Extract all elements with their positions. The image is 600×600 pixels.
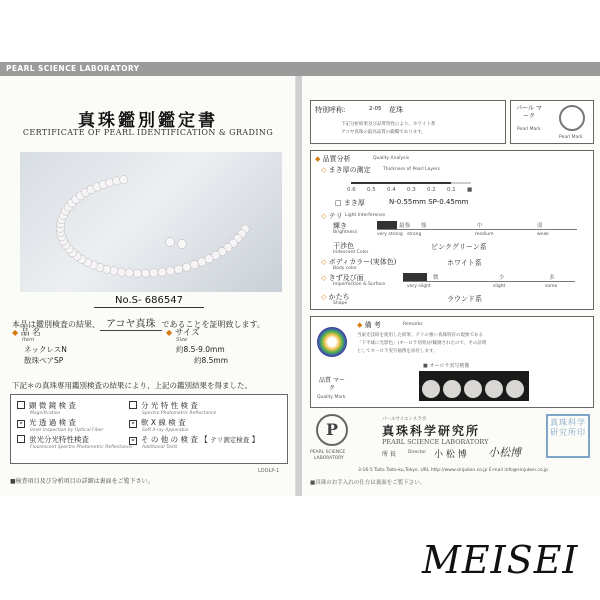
- thickness-label: ◇ まき厚の測定: [321, 166, 371, 174]
- diamond-bullet-icon: ◆: [12, 328, 19, 337]
- pearl-mark-label: パール マーク: [516, 105, 542, 120]
- pearl: [141, 269, 149, 277]
- shape-label: ◇ かたち: [321, 293, 350, 301]
- remarks-title-en: Remarks: [403, 322, 423, 327]
- grade-en: slight: [493, 284, 506, 289]
- inspection-item: 顕 微 鏡 検 査 Magnification: [17, 400, 76, 416]
- form-code: LDOLP-1: [258, 468, 280, 474]
- item-name-2: 散珠ペアSP: [24, 356, 64, 365]
- inspection-item: 分 光 特 性 検 査 Spectro Photometric Reflectance: [129, 400, 216, 416]
- thickness-label-en: Thickness of Pearl Layers: [383, 167, 440, 172]
- diamond-bullet-icon: ◆: [166, 328, 173, 337]
- lab-furigana: パールサイエンスラボ: [382, 417, 427, 422]
- item-size-1: 約8.5-9.0mm: [176, 345, 225, 354]
- body-color-label-en: Body color: [333, 266, 357, 271]
- checkbox-icon: *: [17, 420, 25, 428]
- pearl: [198, 258, 206, 266]
- type-code: 2-05: [369, 106, 382, 112]
- pearl: [174, 265, 182, 273]
- checkbox-icon: [129, 401, 137, 409]
- pearl-mark-en: Pearl Mark: [517, 127, 541, 132]
- flaw-label-en: Imperfection & Surface: [333, 282, 386, 287]
- pearl: [150, 269, 158, 277]
- remarks-box: [310, 316, 594, 408]
- grade-en: very slight: [407, 284, 431, 289]
- loose-pearl: [178, 240, 187, 249]
- aurora-pearl: [422, 380, 440, 398]
- certificate-title-en: CERTIFICATE OF PEARL IDENTIFICATION & GRADING: [22, 128, 274, 137]
- director-label-en: Director: [408, 450, 427, 455]
- psl-logo-icon: P: [316, 414, 348, 446]
- type-value: 花珠: [389, 106, 403, 114]
- aurora-logo-icon: [317, 327, 347, 357]
- special-name-box: [310, 100, 506, 144]
- lab-stamp-icon: 真珠科学研究所印: [546, 414, 590, 458]
- brightness-label: 輝き: [333, 222, 347, 230]
- inspection-note: 下記＊の真珠専用鑑別検査の結果により、上記の鑑別結果を得ました。: [12, 381, 252, 390]
- left-footer-note: ■検査項目及び分析項目の詳細は裏面をご覧下さい。: [10, 478, 154, 485]
- luster-label-en: Light Interference: [345, 213, 386, 218]
- body-color-label: ◇ ボディカラー(実体色): [321, 258, 397, 266]
- thickness-value: N-0.55mm SP-0.45mm: [389, 198, 469, 206]
- inspection-item: * 軟 X 線 検 査 Soft X-ray Apparatus: [129, 417, 189, 433]
- pearl-necklace-photo: [20, 152, 282, 292]
- item-size-2: 約8.5mm: [194, 356, 229, 365]
- interference-label: 干渉色: [333, 242, 354, 250]
- right-footer-note: ■真珠のお手入れの仕方は裏面をご覧下さい。: [310, 480, 426, 486]
- lab-name-en: PEARL SCIENCE LABORATORY: [382, 438, 489, 446]
- lab-address: 3-16-5 Taito Taito-ku,Tokyo. URL http://www.sinjuken.co.jp E-mail info@sinjuken.co.jp: [358, 468, 549, 473]
- quality-title: ◆ 品質分析: [315, 155, 351, 163]
- interference-label-en: Iridescent Color: [333, 250, 369, 255]
- checkbox-icon: [17, 435, 25, 443]
- type-desc-1: 下記分析結果及び品質特性により、ホワイト系: [341, 122, 436, 127]
- interference-value: ピンクグリーン系: [431, 243, 487, 251]
- scale-label: 0.4: [387, 187, 396, 193]
- pearl: [158, 268, 166, 276]
- shape-value: ラウンド系: [447, 295, 482, 303]
- scale-label: 0.1: [447, 187, 456, 193]
- quality-mark-label: 品質 マーク: [319, 377, 345, 392]
- inspection-item: * 光 透 過 検 査 Inner Inspection by Optical Fiber: [17, 417, 103, 433]
- director-name: 小 松 博: [434, 450, 467, 460]
- quality-title-en: Quality Analysis: [373, 156, 410, 161]
- lab-badge-1: PEARL SCIENCE: [310, 450, 346, 455]
- checkbox-icon: [17, 401, 25, 409]
- pearl: [166, 267, 174, 275]
- director-label: 所 長: [382, 451, 396, 458]
- certificate-right-page: [302, 76, 600, 496]
- inspection-item: * そ の 他 の 検 査 【 テリ測定検査 】 Additional Tests: [129, 434, 259, 450]
- quality-mark-en: Quality Mark: [317, 395, 346, 400]
- lab-name-jp: 真珠科学研究所: [382, 424, 481, 438]
- flaw-label: ◇ きず及び面: [321, 274, 364, 282]
- aurora-pearl: [506, 380, 524, 398]
- scale-label: 0.5: [367, 187, 376, 193]
- pearl: [120, 176, 128, 184]
- brightness-label-en: Brightness: [333, 230, 357, 235]
- luster-fill: [377, 221, 397, 229]
- director-signature: 小松博: [488, 446, 521, 459]
- diamond-bullet-icon: ◆: [315, 155, 321, 163]
- type-label: 特別呼称:: [315, 106, 346, 114]
- certificate-left-page: [0, 76, 296, 496]
- necklace-image: [20, 152, 282, 292]
- pearl: [117, 268, 125, 276]
- lab-badge-2: LABORATORY: [314, 456, 344, 461]
- pearl-mark-box: [510, 100, 594, 144]
- grade-en: weak: [537, 232, 549, 237]
- pearl: [133, 269, 141, 277]
- flaw-bar: 微 少 多: [403, 273, 575, 282]
- grade-en: strong: [407, 232, 422, 237]
- inspection-box: [10, 394, 288, 464]
- grade-en: some: [545, 284, 558, 289]
- pearl: [125, 269, 133, 277]
- pearl: [190, 261, 198, 269]
- extra-test: テリ測定検査: [210, 436, 250, 444]
- size-label-en: Size: [176, 337, 188, 343]
- cert-prefix: 本品は鑑別検査の結果、: [12, 320, 100, 329]
- cert-value: アコヤ真珠: [100, 315, 162, 331]
- scale-label: 0.2: [427, 187, 436, 193]
- aurora-label: ■ オーロラ実写画像: [423, 363, 470, 369]
- scale-label: ■: [467, 187, 473, 193]
- grade-en: very strong: [377, 232, 403, 237]
- header-band: [0, 62, 600, 76]
- shape-label-en: Shape: [333, 301, 348, 306]
- loose-pearl: [166, 238, 175, 247]
- body-color-value: ホワイト系: [447, 259, 482, 267]
- item-label: ◆ 品 名: [12, 328, 41, 338]
- inspection-item: 蛍光分光特性検査 Fluorescent Spectro Photometric Reflectance: [17, 434, 132, 450]
- remarks-line-2: 「下半球に光影色」(オーロラ効果)が観測されたので、その証明: [357, 341, 487, 346]
- scale-label: 0.3: [407, 187, 416, 193]
- size-label: ◆ サイズ: [166, 328, 200, 338]
- checkbox-icon: *: [129, 437, 137, 445]
- item-name-1: ネックレスN: [24, 345, 67, 354]
- pearl: [110, 267, 118, 275]
- band-text: PEARL SCIENCE LABORATORY: [6, 64, 140, 73]
- checkbox-icon: *: [129, 420, 137, 428]
- certificate-number: No.S- 686547: [94, 295, 204, 308]
- aurora-pearl: [485, 380, 503, 398]
- luster-bar: 最強 強 中 弱: [377, 221, 577, 230]
- remarks-title: ◆ 備 考: [357, 321, 381, 329]
- pearl: [182, 263, 190, 271]
- flaw-fill: [403, 273, 427, 281]
- grade-en: medium: [475, 232, 494, 237]
- cert-suffix: であることを証明致します。: [161, 320, 265, 329]
- aurora-pearl: [443, 380, 461, 398]
- aurora-image: [419, 371, 529, 401]
- item-label-en: Item: [22, 337, 35, 343]
- remarks-line-3: としてオーロラ実写画像を添付します。: [357, 349, 438, 354]
- type-desc-2: アコヤ真珠の最高品質の範疇であります。: [341, 130, 426, 135]
- pearl-mark-badge: Pearl Mark: [559, 135, 583, 140]
- remarks-line-1: 当東光技研を使用した結果、テリの強い真珠特有の現象である: [357, 333, 483, 338]
- brand-logo: MEISEI: [422, 538, 579, 582]
- certificate-title-jp: 真珠鑑別鑑定書: [78, 111, 218, 131]
- aurora-pearl: [464, 380, 482, 398]
- scale-label: 0.6: [347, 187, 356, 193]
- thickness-value-label: □ まき厚: [335, 199, 365, 207]
- certification-statement: [12, 315, 265, 331]
- pearl-mark-logo-icon: [559, 105, 585, 131]
- quality-analysis-box: [310, 150, 594, 310]
- luster-label: ◇ テリ: [321, 212, 343, 220]
